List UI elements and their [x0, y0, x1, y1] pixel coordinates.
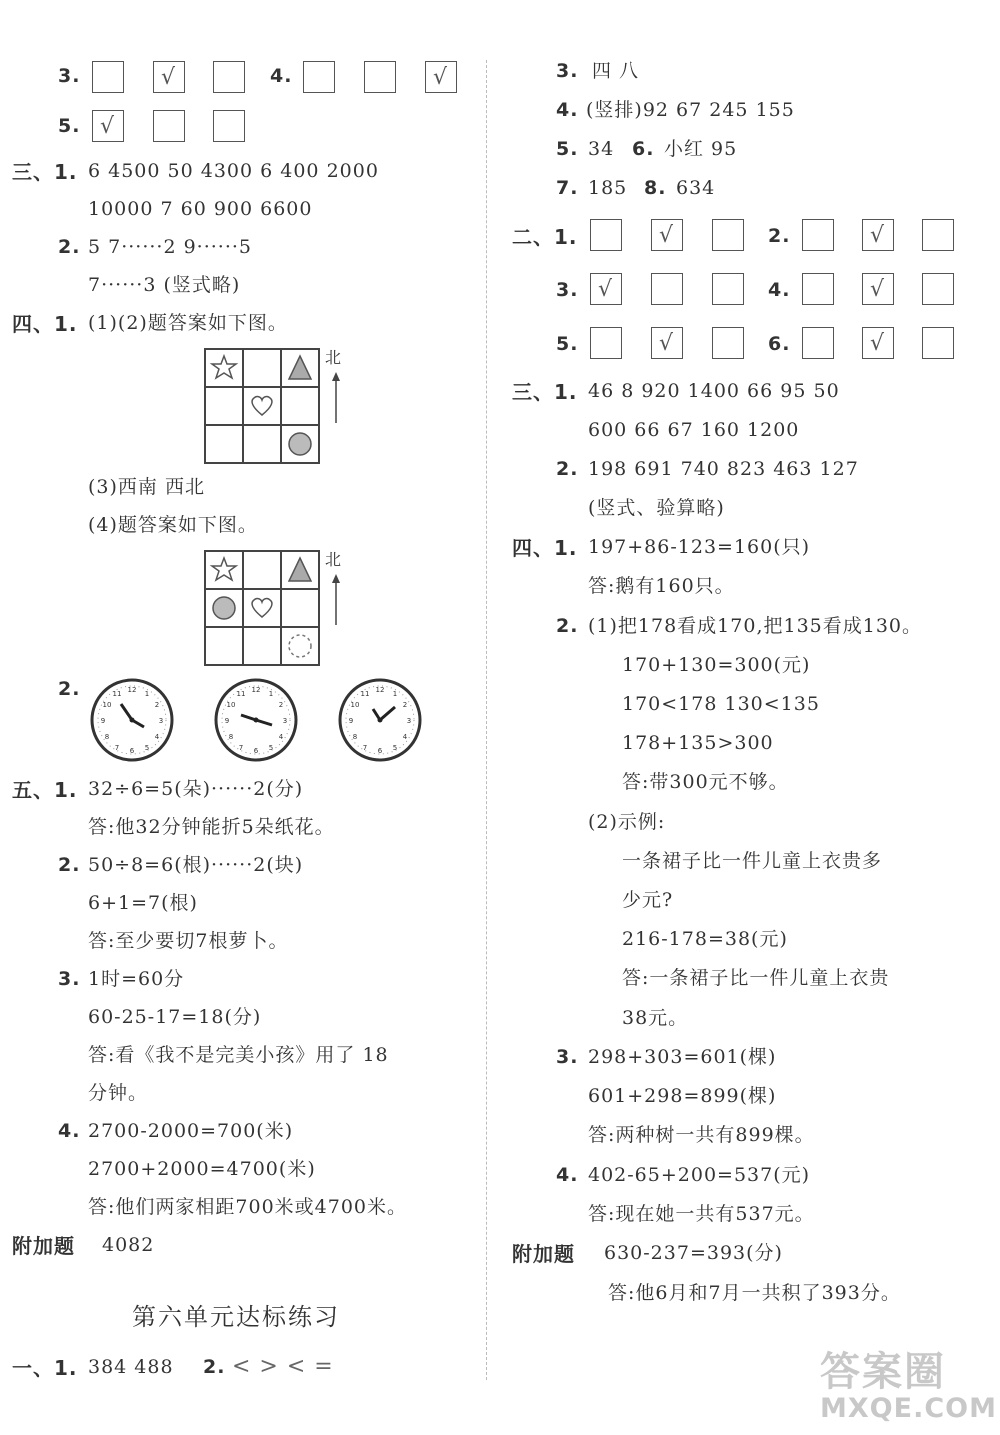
answer-line: 384 488: [88, 1356, 174, 1378]
checkbox: [213, 61, 245, 93]
q3-number: 3.: [556, 1046, 579, 1068]
svg-text:9: 9: [100, 717, 106, 725]
heart-icon: [252, 599, 272, 617]
answer-line: 298+303=601(棵): [588, 1046, 777, 1068]
svg-text:4: 4: [154, 733, 160, 741]
q3-number: 3.: [556, 60, 579, 82]
svg-text:8: 8: [352, 733, 358, 741]
answer-line: (1)把178看成170,把135看成130。: [588, 615, 923, 637]
q6-number: 6.: [768, 333, 791, 355]
svg-text:2: 2: [278, 701, 284, 709]
svg-text:11: 11: [236, 690, 246, 698]
checkbox-checked: [862, 273, 894, 305]
svg-text:11: 11: [112, 690, 122, 698]
q2-number: 2.: [58, 236, 81, 258]
triangle-icon: [289, 356, 311, 379]
answer-line: 答:至少要切7根萝卜。: [88, 930, 289, 952]
q2-number: 2.: [556, 458, 579, 480]
answer-line: 630-237=393(分): [604, 1242, 783, 1264]
answer-line: 600 66 67 160 1200: [588, 419, 800, 441]
svg-text:6: 6: [129, 747, 135, 755]
circle-icon: [289, 433, 311, 455]
svg-text:8: 8: [104, 733, 110, 741]
svg-text:5: 5: [144, 744, 150, 752]
checkbox: [802, 327, 834, 359]
checkbox-checked: [153, 61, 185, 93]
extra-question-label: 附加题: [12, 1234, 75, 1258]
svg-text:5: 5: [268, 744, 274, 752]
q4-number: 4.: [768, 279, 791, 301]
answer-line: 601+298=899(棵): [588, 1085, 777, 1107]
answer-line: 185: [588, 177, 628, 199]
answer-line: 少元?: [622, 889, 674, 911]
checkbox: [802, 273, 834, 305]
answer-line: 答:他32分钟能折5朵纸花。: [88, 816, 335, 838]
checkbox: [213, 110, 245, 142]
answer-line: 402-65+200=537(元): [588, 1164, 811, 1186]
answer-line: (4)题答案如下图。: [88, 514, 258, 536]
star-icon: [212, 558, 236, 580]
checkbox-checked: [862, 327, 894, 359]
answer-line: (1)(2)题答案如下图。: [88, 312, 288, 334]
answer-line: 50÷8=6(根)······2(块): [88, 854, 304, 876]
star-icon: [212, 356, 236, 378]
answer-line: 分钟。: [88, 1082, 149, 1104]
unit-title: 第六单元达标练习: [132, 1303, 340, 1331]
answer-line: 170+130=300(元): [622, 654, 811, 676]
answer-line: 2700+2000=4700(米): [88, 1158, 316, 1180]
answer-line: 4082: [102, 1234, 155, 1256]
answer-line: (2)示例:: [588, 811, 666, 833]
answer-line: 32÷6=5(朵)······2(分): [88, 778, 304, 800]
q5-number: 5.: [556, 333, 579, 355]
answer-line: 答:两种树一共有899棵。: [588, 1124, 815, 1146]
svg-text:3: 3: [282, 717, 288, 725]
checkbox: [364, 61, 396, 93]
svg-text:10: 10: [350, 701, 360, 709]
answer-line: 7······3 (竖式略): [88, 274, 241, 296]
answer-line: 答:现在她一共有537元。: [588, 1203, 815, 1225]
svg-text:8: 8: [228, 733, 234, 741]
checkbox: [922, 219, 954, 251]
comparison-signs: < > < =: [232, 1354, 334, 1379]
checkbox: [303, 61, 335, 93]
checkbox: [712, 219, 744, 251]
answer-line: (竖式、验算略): [588, 497, 725, 519]
answer-line: 答:看《我不是完美小孩》用了 18: [88, 1044, 389, 1066]
svg-text:9: 9: [224, 717, 230, 725]
checkbox-checked: [92, 110, 124, 142]
answer-line: 178+135>300: [622, 732, 774, 754]
answer-line: 小红 95: [664, 138, 738, 160]
heart-icon: [252, 397, 272, 415]
svg-text:2: 2: [402, 701, 408, 709]
section-2-label: 二、1.: [512, 225, 578, 249]
q4-number: 4.: [556, 99, 579, 121]
checkbox: [922, 273, 954, 305]
q3-number: 3.: [58, 65, 81, 87]
svg-text:12: 12: [127, 686, 137, 694]
q3-number: 3.: [58, 968, 81, 990]
svg-text:1: 1: [144, 690, 150, 698]
answer-line: 6 4500 50 4300 6 400 2000: [88, 160, 379, 182]
checkbox: [712, 327, 744, 359]
section-4-label: 四、1.: [12, 312, 78, 336]
checkbox-checked: [425, 61, 457, 93]
column-divider: [486, 60, 487, 1380]
svg-text:10: 10: [226, 701, 236, 709]
q3-number: 3.: [556, 279, 579, 301]
clock-icon: [89, 677, 175, 763]
q4-number: 4.: [58, 1120, 81, 1142]
checkbox: [802, 219, 834, 251]
q4-number: 4.: [556, 1164, 579, 1186]
answer-line: 46 8 920 1400 66 95 50: [588, 380, 840, 402]
checkbox-checked: [862, 219, 894, 251]
svg-text:4: 4: [278, 733, 284, 741]
checkbox: [153, 110, 185, 142]
answer-line: 34: [588, 138, 615, 160]
answer-line: 1时=60分: [88, 968, 185, 990]
circle-icon: [213, 597, 235, 619]
svg-text:12: 12: [375, 686, 385, 694]
answer-line: 6+1=7(根): [88, 892, 198, 914]
checkbox: [92, 61, 124, 93]
section-4-label: 四、1.: [512, 536, 578, 560]
q4-number: 4.: [270, 65, 293, 87]
svg-text:1: 1: [268, 690, 274, 698]
answer-line: 634: [676, 177, 716, 199]
svg-text:7: 7: [238, 744, 244, 752]
extra-question-label: 附加题: [512, 1242, 575, 1266]
checkbox-checked: [651, 219, 683, 251]
checkbox: [590, 219, 622, 251]
q2-number: 2.: [556, 615, 579, 637]
checkbox: [590, 327, 622, 359]
answer-line: 170<178 130<135: [622, 693, 820, 715]
svg-text:9: 9: [348, 717, 354, 725]
svg-text:3: 3: [158, 717, 164, 725]
section-3-label: 三、1.: [12, 160, 78, 184]
svg-text:12: 12: [251, 686, 261, 694]
answer-line: 答:一条裙子比一件儿童上衣贵: [622, 967, 890, 989]
section-5-label: 五、1.: [12, 778, 78, 802]
q7-number: 7.: [556, 177, 579, 199]
answer-line: 10000 7 60 900 6600: [88, 198, 313, 220]
answer-line: 5 7······2 9······5: [88, 236, 252, 258]
svg-text:1: 1: [392, 690, 398, 698]
q5-number: 5.: [58, 115, 81, 137]
section-1-label: 一、1.: [12, 1356, 78, 1380]
north-label: 北: [325, 348, 343, 367]
checkbox: [651, 273, 683, 305]
q6-number: 6.: [632, 138, 655, 160]
svg-text:5: 5: [392, 744, 398, 752]
clock-icon: [337, 677, 423, 763]
q2-number: 2.: [58, 854, 81, 876]
answer-line: 答:他6月和7月一共积了393分。: [608, 1282, 901, 1304]
q8-number: 8.: [644, 177, 667, 199]
answer-line: 答:他们两家相距700米或4700米。: [88, 1196, 408, 1218]
checkbox: [922, 327, 954, 359]
answer-line: 38元。: [622, 1007, 689, 1029]
svg-text:11: 11: [360, 690, 370, 698]
section-3-label: 三、1.: [512, 380, 578, 404]
checkbox: [712, 273, 744, 305]
svg-text:6: 6: [377, 747, 383, 755]
watermark-url: MXQE.COM: [820, 1393, 997, 1424]
checkbox-checked: [651, 327, 683, 359]
answer-line: (竖排)92 67 245 155: [586, 99, 795, 121]
checkbox-checked: [590, 273, 622, 305]
answer-line: 198 691 740 823 463 127: [588, 458, 859, 480]
answer-line: 答:鹅有160只。: [588, 575, 735, 597]
answer-line: 四 八: [592, 60, 640, 82]
q2-number: 2.: [768, 225, 791, 247]
svg-text:10: 10: [102, 701, 112, 709]
q2-number: 2.: [203, 1356, 226, 1378]
dashed-circle-icon: [289, 635, 311, 657]
answer-line: 一条裙子比一件儿童上衣贵多: [622, 850, 883, 872]
svg-text:6: 6: [253, 747, 259, 755]
svg-text:2: 2: [154, 701, 160, 709]
answer-line: 197+86-123=160(只): [588, 536, 811, 558]
svg-text:7: 7: [362, 744, 368, 752]
answer-line: 答:带300元不够。: [622, 771, 789, 793]
triangle-icon: [289, 558, 311, 581]
svg-text:3: 3: [406, 717, 412, 725]
answer-line: 60-25-17=18(分): [88, 1006, 262, 1028]
answer-line: 216-178=38(元): [622, 928, 788, 950]
clock-icon: [213, 677, 299, 763]
q5-number: 5.: [556, 138, 579, 160]
answer-line: 2700-2000=700(米): [88, 1120, 294, 1142]
north-label: 北: [325, 550, 343, 569]
watermark-logo: 答案圈: [820, 1349, 946, 1395]
svg-text:7: 7: [114, 744, 120, 752]
answer-line: (3)西南 西北: [88, 476, 205, 498]
svg-text:4: 4: [402, 733, 408, 741]
q2-number: 2.: [58, 678, 81, 700]
